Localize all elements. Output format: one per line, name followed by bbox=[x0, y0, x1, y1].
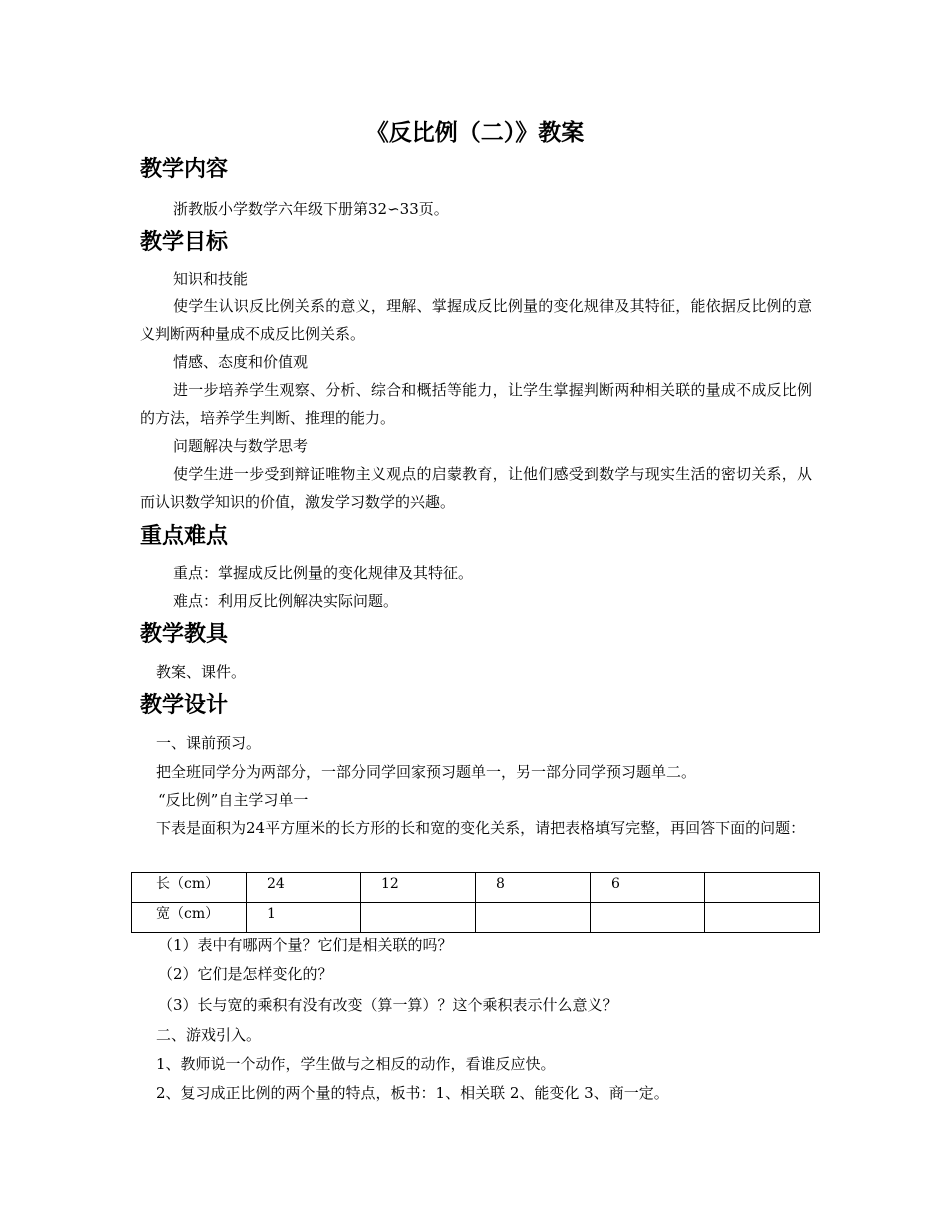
table-cell: 24 bbox=[247, 873, 361, 903]
game-item-1: 1、教师说一个动作，学生做与之相反的动作，看谁反应快。 bbox=[156, 1055, 556, 1073]
heading-teaching-design: 教学设计 bbox=[140, 693, 229, 718]
design-step-game: 二、游戏引入。 bbox=[156, 1026, 262, 1044]
teaching-content-text: 浙教版小学数学六年级下册第32∽33页。 bbox=[173, 200, 449, 218]
worksheet-question-3: （3）长与宽的乘积有没有改变（算一算）？这个乘积表示什么意义？ bbox=[158, 996, 618, 1014]
heading-teaching-tools: 教学教具 bbox=[140, 622, 229, 647]
table-row-width bbox=[132, 903, 820, 933]
table-cell: 12 bbox=[361, 873, 476, 903]
table-cell: 8 bbox=[476, 873, 591, 903]
goal-paragraph-problem-solving: 使学生进一步受到辩证唯物主义观点的启蒙教育，让他们感受到数学与现实生活的密切关系，从而认识数学知识的价值，激发学习数学的兴趣。 bbox=[140, 465, 812, 511]
goal-subheading-knowledge: 知识和技能 bbox=[173, 270, 249, 288]
key-difficulty-text: 难点：利用反比例解决实际问题。 bbox=[173, 592, 399, 610]
table-cell: 6 bbox=[591, 873, 705, 903]
table-cell bbox=[476, 903, 591, 933]
goal-subheading-attitude: 情感、态度和价值观 bbox=[173, 353, 309, 371]
heading-teaching-goals: 教学目标 bbox=[140, 230, 229, 255]
goal-paragraph-knowledge: 使学生认识反比例关系的意义，理解、掌握成反比例量的变化规律及其特征，能依据反比例的意义判断两种量成不成反比例关系。 bbox=[140, 297, 812, 343]
table-cell bbox=[591, 903, 705, 933]
design-grouping-text: 把全班同学分为两部分，一部分同学回家预习题单一，另一部分同学预习题单二。 bbox=[156, 763, 697, 781]
table-row-length bbox=[132, 873, 820, 903]
goal-subheading-problem-solving: 问题解决与数学思考 bbox=[173, 437, 309, 455]
goal-paragraph-attitude: 进一步培养学生观察、分析、综合和概括等能力，让学生掌握判断两种相关联的量成不成反比例的方法，培养学生判断、推理的能力。 bbox=[140, 381, 812, 427]
length-width-table bbox=[131, 872, 820, 933]
table-cell bbox=[705, 903, 820, 933]
game-item-2: 2、复习成正比例的两个量的特点，板书：1、相关联 2、能变化 3、商一定。 bbox=[156, 1084, 669, 1102]
table-cell bbox=[705, 873, 820, 903]
worksheet-title: “反比例”自主学习单一 bbox=[158, 791, 309, 809]
table-cell: 长（cm） bbox=[132, 873, 247, 903]
table-cell bbox=[361, 903, 476, 933]
teaching-tools-text: 教案、课件。 bbox=[156, 663, 247, 681]
table-cell: 1 bbox=[247, 903, 361, 933]
worksheet-question-2: （2）它们是怎样变化的？ bbox=[158, 965, 333, 983]
heading-teaching-content: 教学内容 bbox=[140, 157, 229, 182]
key-focus-text: 重点：掌握成反比例量的变化规律及其特征。 bbox=[173, 564, 474, 582]
table-cell: 宽（cm） bbox=[132, 903, 247, 933]
design-step-preview: 一、课前预习。 bbox=[156, 734, 262, 752]
heading-key-points: 重点难点 bbox=[140, 524, 229, 549]
document-title: 《反比例（二）》教案 bbox=[365, 120, 585, 146]
worksheet-question: 下表是面积为24平方厘米的长方形的长和宽的变化关系，请把表格填写完整，再回答下面的问题： bbox=[156, 819, 806, 837]
worksheet-question-1: （1）表中有哪两个量？它们是相关联的吗？ bbox=[158, 936, 453, 954]
